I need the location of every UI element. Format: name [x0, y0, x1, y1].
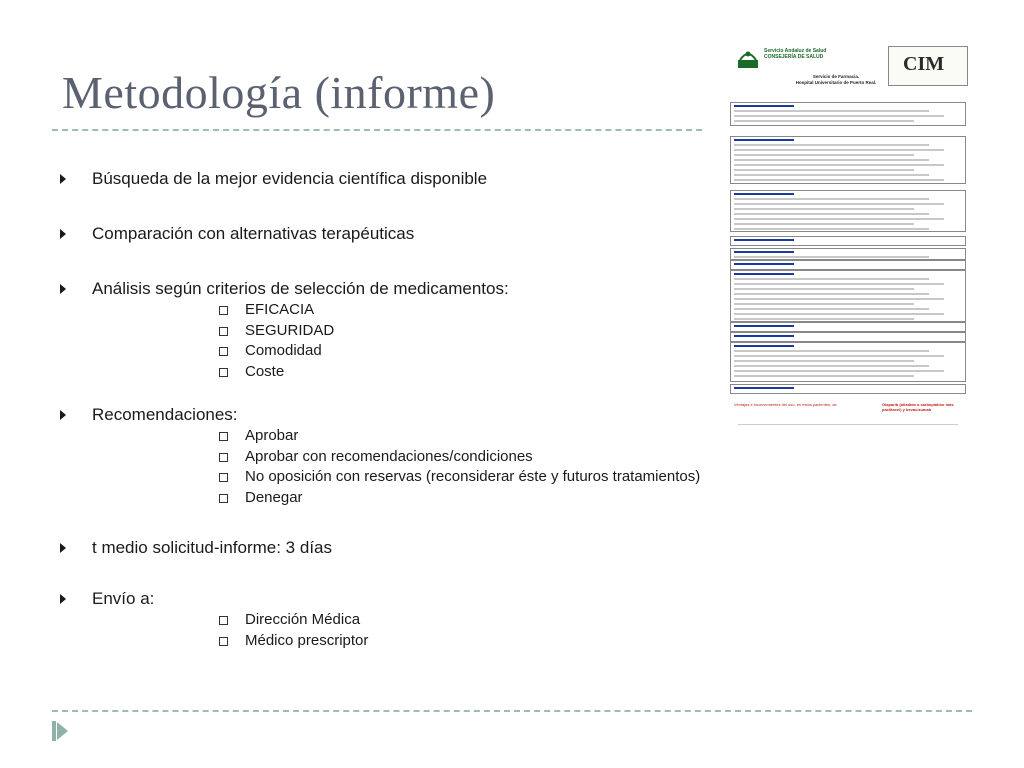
service-header — [766, 74, 906, 86]
form-section — [730, 102, 966, 126]
form-text-line — [734, 278, 929, 280]
form-text-line — [734, 355, 944, 357]
form-text-line — [734, 308, 929, 310]
form-text-line — [734, 313, 944, 315]
sub-item-text: Médico prescriptor — [245, 631, 369, 649]
square-bullet-icon — [219, 306, 228, 315]
corner-accent-bar — [52, 721, 56, 741]
slide-title: Metodología (informe) — [62, 67, 496, 118]
form-text-line — [734, 169, 914, 171]
form-section — [730, 190, 966, 232]
sub-item — [217, 321, 720, 342]
form-text-line — [734, 203, 944, 205]
form-text-line — [734, 120, 914, 122]
bullet-arrow-icon — [60, 543, 66, 553]
bullet-arrow-icon — [60, 410, 66, 420]
form-section — [730, 342, 966, 382]
sub-item-text: Coste — [245, 362, 285, 380]
form-section — [730, 270, 966, 322]
form-text-line — [734, 387, 794, 389]
form-section — [730, 260, 966, 270]
form-text-line — [734, 283, 944, 285]
form-text-line — [734, 365, 929, 367]
form-section — [730, 322, 966, 332]
sub-item — [217, 467, 720, 488]
bullet-text: Comparación con alternativas terapéuticas — [92, 224, 415, 243]
form-text-line — [734, 335, 794, 337]
form-text-line — [734, 256, 929, 258]
sub-item-text: Aprobar — [245, 427, 299, 444]
form-text-line — [734, 318, 914, 320]
square-bullet-icon — [219, 327, 228, 336]
form-section — [730, 136, 966, 184]
square-bullet-icon — [219, 368, 228, 377]
form-text-line — [734, 325, 794, 327]
report-thumbnail — [726, 40, 970, 432]
square-bullet-icon — [219, 347, 228, 356]
header-logo-text — [764, 48, 826, 60]
sub-list — [92, 610, 720, 651]
square-bullet-icon — [219, 616, 228, 625]
square-bullet-icon — [219, 473, 228, 482]
sub-item — [217, 610, 720, 631]
form-text-line — [734, 298, 944, 300]
sub-item-text: Aprobar con recomendaciones/condiciones — [245, 447, 533, 465]
sub-list — [92, 426, 720, 508]
sub-item — [217, 341, 720, 362]
red-note-right: Olaparib (añadido a carboplatino más paclitaxel) y bevacizumab — [882, 402, 954, 412]
bullet-text: Recomendaciones: — [92, 405, 238, 424]
sub-item — [217, 447, 720, 468]
form-text-line — [734, 144, 929, 146]
title-divider — [52, 129, 702, 131]
header-line-1: Servicio Andaluz de Salud — [764, 48, 827, 54]
form-section — [730, 248, 966, 260]
form-text-line — [734, 370, 944, 372]
form-text-line — [734, 360, 914, 362]
corner-accent-icon — [57, 722, 68, 740]
form-text-line — [734, 159, 929, 161]
bullet-item — [60, 537, 720, 559]
sas-logo-icon — [736, 46, 760, 70]
service-line-1: Servicio de Farmacia. — [812, 74, 860, 79]
bullet-item — [60, 223, 720, 245]
form-text-line — [734, 208, 914, 210]
bullet-text: Análisis según criterios de selección de medicamentos: — [92, 279, 509, 298]
sub-item-text: EFICACIA — [245, 301, 315, 318]
form-text-line — [734, 303, 914, 305]
bullet-item — [60, 404, 720, 508]
bullet-arrow-icon — [60, 284, 66, 294]
bullet-item — [60, 588, 720, 651]
form-text-line — [734, 273, 794, 275]
form-text-line — [734, 293, 929, 295]
form-text-line — [734, 174, 929, 176]
sub-item-text: Comodidad — [245, 342, 322, 359]
form-text-line — [734, 198, 929, 200]
form-text-line — [734, 115, 944, 117]
form-text-line — [734, 345, 794, 347]
form-text-line — [734, 350, 929, 352]
square-bullet-icon — [219, 432, 228, 441]
form-text-line — [734, 213, 929, 215]
form-text-line — [734, 223, 914, 225]
form-text-line — [734, 139, 794, 141]
red-note-left: Ventajas e inconvenientes del uso, en estos pacientes, de — [734, 402, 837, 407]
bullet-text: Búsqueda de la mejor evidencia científica disponible — [92, 169, 488, 188]
form-text-line — [734, 105, 794, 107]
bullet-item — [60, 168, 720, 190]
square-bullet-icon — [219, 453, 228, 462]
form-text-line — [734, 193, 794, 195]
form-text-line — [734, 164, 944, 166]
form-text-line — [734, 263, 794, 265]
footer-line — [738, 424, 958, 425]
sub-item-text: Denegar — [245, 488, 303, 506]
sub-item-text: Dirección Médica — [245, 611, 361, 628]
bullet-text: t medio solicitud-informe: 3 días — [92, 538, 332, 557]
form-section — [730, 332, 966, 342]
sub-list — [92, 300, 720, 382]
form-text-line — [734, 228, 929, 230]
sub-item — [217, 362, 720, 383]
form-text-line — [734, 110, 929, 112]
form-text-line — [734, 179, 944, 181]
form-text-line — [734, 288, 914, 290]
form-text-line — [734, 154, 914, 156]
sub-item-text: No oposición con reservas (reconsiderar éste y futuros tratamientos) — [245, 468, 701, 485]
service-line-2: Hospital Universitario de Puerto Real. — [795, 80, 877, 85]
form-section — [730, 384, 966, 394]
sub-item — [217, 488, 720, 509]
bullet-arrow-icon — [60, 174, 66, 184]
footer-divider — [52, 710, 972, 712]
sub-item — [217, 631, 720, 652]
bullet-text: Envío a: — [92, 589, 155, 608]
bullet-list — [60, 168, 720, 651]
cim-logo-text: CIM — [903, 53, 945, 75]
bullet-arrow-icon — [60, 229, 66, 239]
form-text-line — [734, 375, 914, 377]
sub-item — [217, 300, 720, 321]
bullet-arrow-icon — [60, 594, 66, 604]
square-bullet-icon — [219, 637, 228, 646]
form-text-line — [734, 239, 794, 241]
form-section — [730, 236, 966, 246]
sub-item — [217, 426, 720, 447]
form-text-line — [734, 149, 944, 151]
sub-item-text: SEGURIDAD — [245, 321, 335, 339]
bullet-item — [60, 278, 720, 382]
form-text-line — [734, 251, 794, 253]
form-text-line — [734, 218, 944, 220]
square-bullet-icon — [219, 494, 228, 503]
header-line-2: CONSEJERÍA DE SALUD — [764, 54, 824, 60]
